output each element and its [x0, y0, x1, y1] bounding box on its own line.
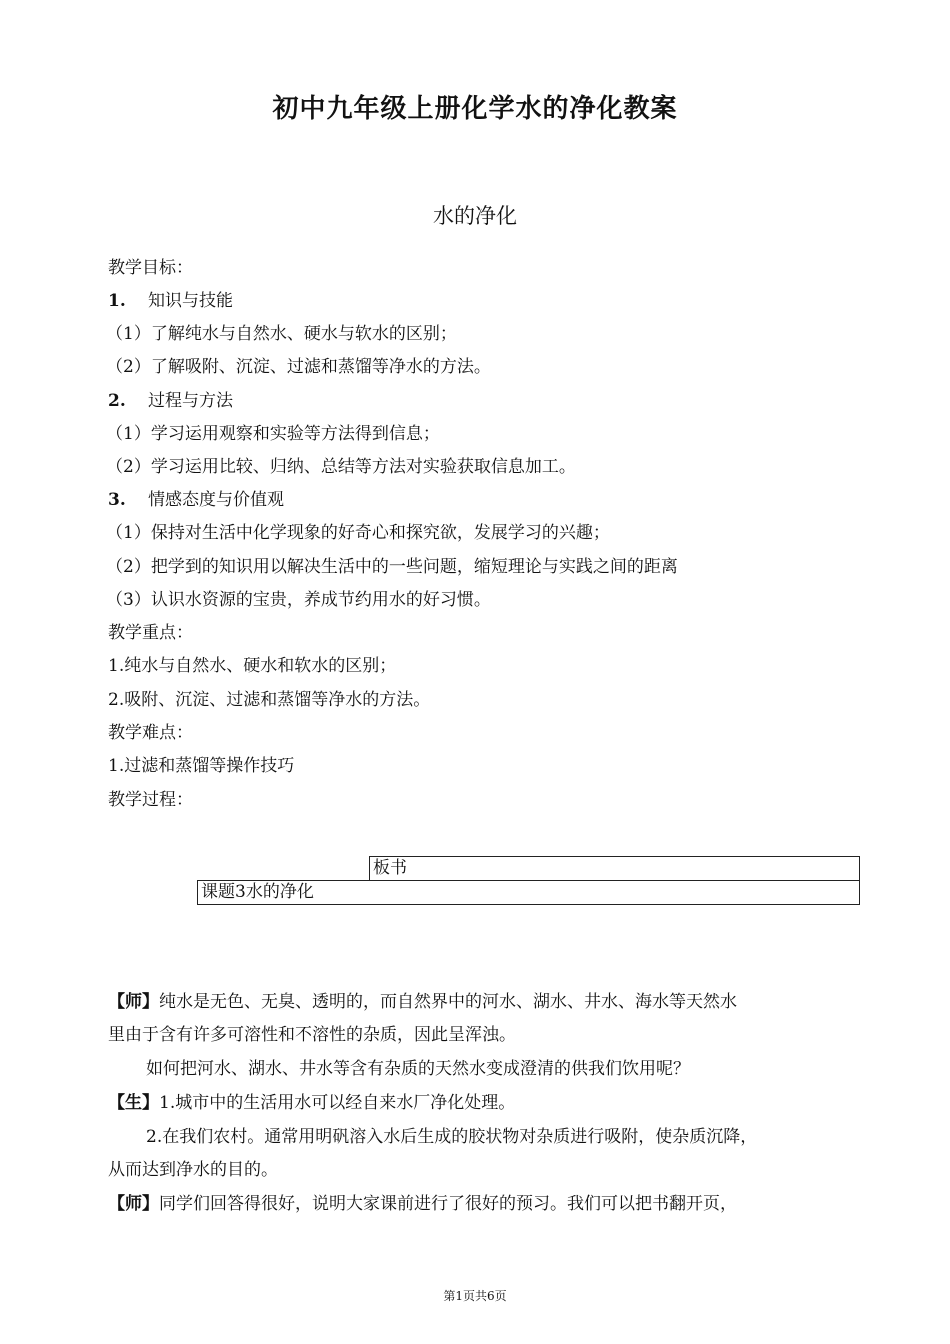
objective-group-number: 1.	[108, 291, 126, 311]
speaker-tag-student: 【生】	[108, 1093, 159, 1113]
dialogue-text: 如何把河水、湖水、井水等含有杂质的天然水变成澄清的供我们饮用呢？	[146, 1059, 690, 1079]
objective-group-3	[108, 485, 284, 510]
speaker-tag-teacher: 【师】	[108, 1194, 159, 1214]
lesson-subtitle: 水的净化	[433, 204, 517, 228]
process-heading: 教学过程：	[108, 790, 193, 810]
objective-item: （2）了解吸附、沉淀、过滤和蒸馏等净水的方法。	[106, 357, 491, 377]
speaker-tag-teacher: 【师】	[108, 992, 159, 1012]
objective-group-number: 3.	[108, 490, 126, 510]
objective-group-label: 知识与技能	[148, 291, 233, 311]
objectives-heading: 教学目标：	[108, 258, 193, 278]
key-point-item: 2.吸附、沉淀、过滤和蒸馏等净水的方法。	[108, 690, 431, 710]
objective-group-label: 过程与方法	[148, 391, 233, 411]
board-table-header: 板书	[369, 856, 860, 881]
dialogue-line	[108, 1088, 515, 1113]
objective-group-number: 2.	[108, 391, 126, 411]
dialogue-line	[108, 1189, 737, 1214]
objective-item: （1）了解纯水与自然水、硬水与软水的区别；	[106, 324, 457, 344]
dialogue-text: 纯水是无色、无臭、透明的，而自然界中的河水、湖水、井水、海水等天然水	[159, 992, 737, 1012]
document-title: 初中九年级上册化学水的净化教案	[272, 94, 678, 124]
key-point-item: 1.纯水与自然水、硬水和软水的区别；	[108, 656, 397, 676]
dialogue-text: 1.城市中的生活用水可以经自来水厂净化处理。	[159, 1093, 516, 1113]
objective-group-label: 情感态度与价值观	[148, 490, 284, 510]
difficulties-heading: 教学难点：	[108, 723, 193, 743]
difficulty-item: 1.过滤和蒸馏等操作技巧	[108, 756, 295, 776]
key-points-heading: 教学重点：	[108, 623, 193, 643]
objective-item: （3）认识水资源的宝贵，养成节约用水的好习惯。	[106, 590, 491, 610]
page-footer: 第1页共6页	[443, 1289, 507, 1303]
dialogue-text: 里由于含有许多可溶性和不溶性的杂质，因此呈浑浊。	[108, 1025, 516, 1045]
objective-item: （1）学习运用观察和实验等方法得到信息；	[106, 424, 440, 444]
dialogue-line	[108, 987, 737, 1012]
objective-item: （2）学习运用比较、归纳、总结等方法对实验获取信息加工。	[106, 457, 576, 477]
objective-item: （1）保持对生活中化学现象的好奇心和探究欲，发展学习的兴趣；	[106, 523, 610, 543]
objective-group-1	[108, 286, 233, 311]
board-table-row: 课题3水的净化	[197, 880, 860, 905]
dialogue-text: 从而达到净水的目的。	[108, 1160, 278, 1180]
dialogue-text: 2.在我们农村。通常用明矾溶入水后生成的胶状物对杂质进行吸附，使杂质沉降，	[146, 1127, 758, 1147]
objective-item: （2）把学到的知识用以解决生活中的一些问题，缩短理论与实践之间的距离	[106, 557, 678, 577]
objective-group-2	[108, 386, 233, 411]
dialogue-text: 同学们回答得很好，说明大家课前进行了很好的预习。我们可以把书翻开页，	[159, 1194, 737, 1214]
